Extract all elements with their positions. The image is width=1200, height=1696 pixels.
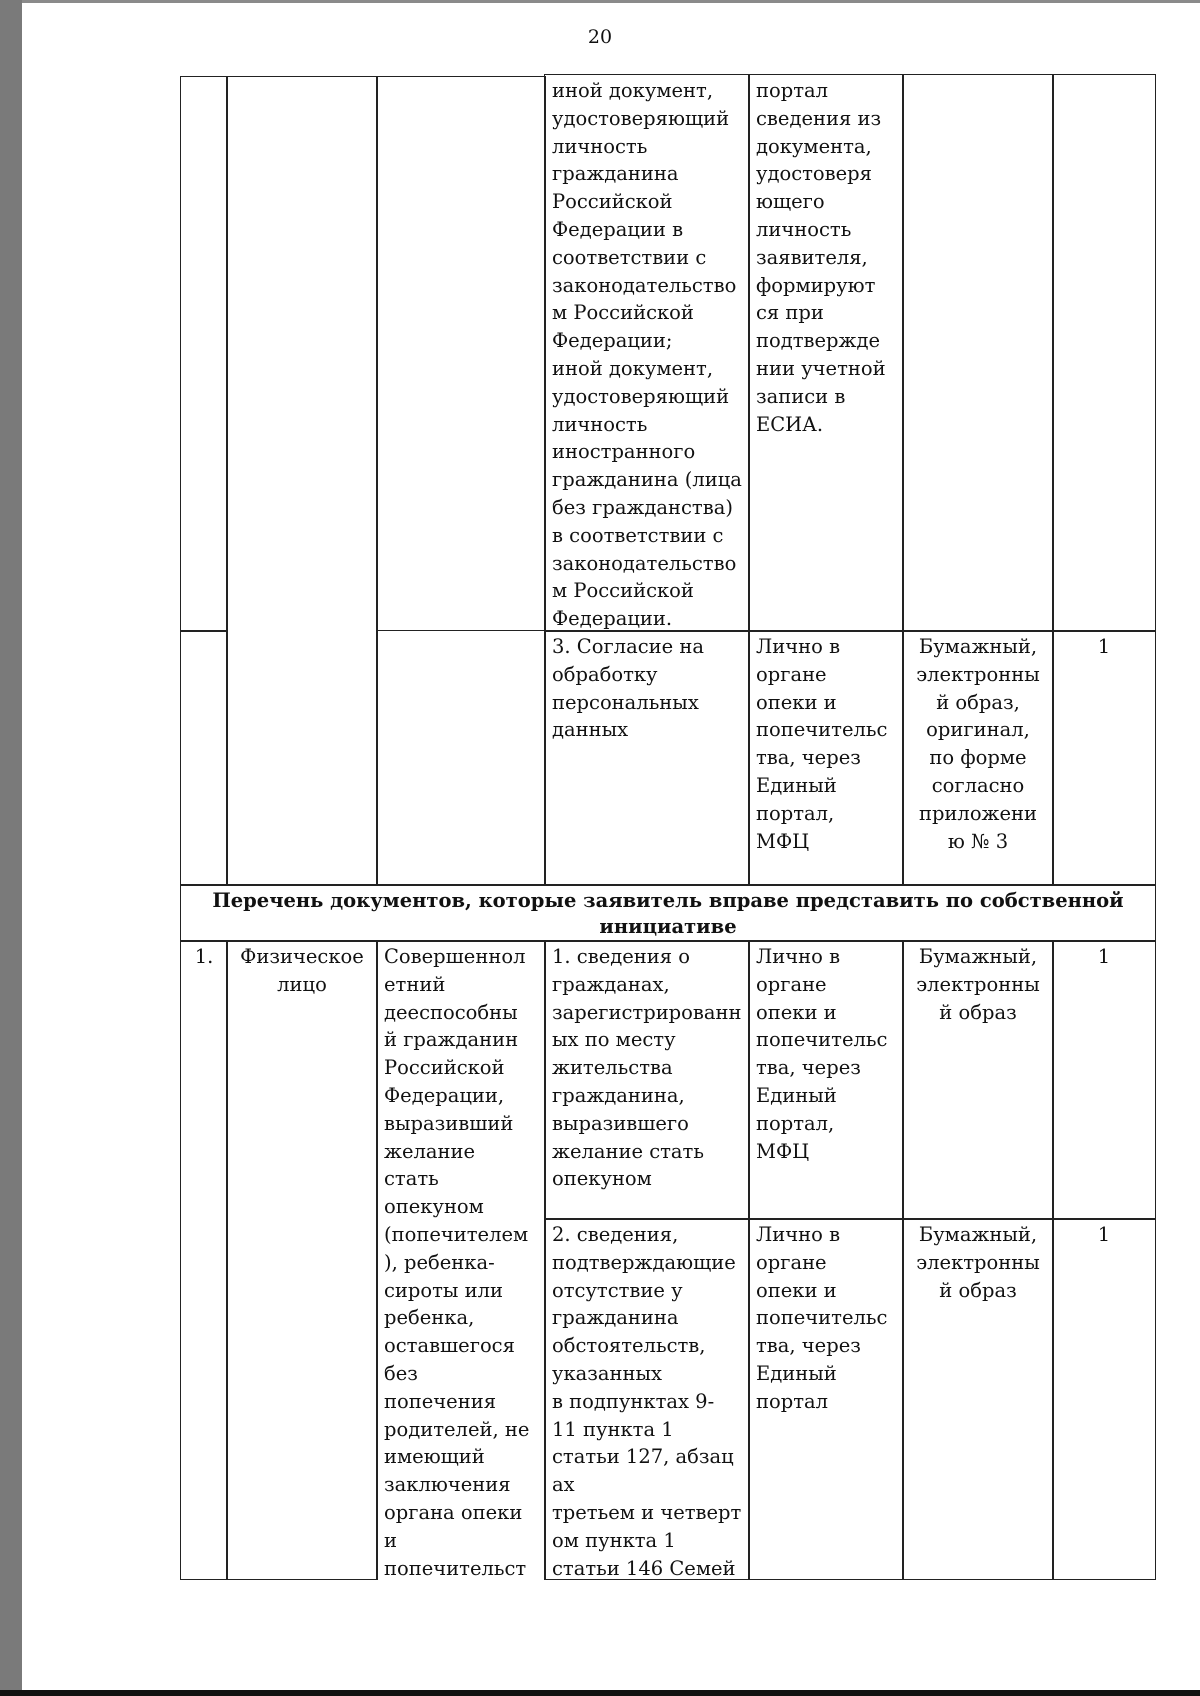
table-cell-count-consent: 1 <box>1052 630 1156 886</box>
table-cell-num-consent <box>180 630 228 886</box>
table-cell-method-2: Лично в органе опеки и попечительс тва, через Единый портал <box>748 1218 904 1580</box>
table-cell-form-2: Бумажный, электронны й образ <box>902 1218 1054 1580</box>
scan-left-margin <box>0 0 22 1696</box>
table-cell-count-continuation <box>1052 74 1156 632</box>
section-header-line-2: инициативе <box>599 915 737 938</box>
table-cell-document-continuation <box>544 74 750 632</box>
section-header-line-1: Перечень документов, которые заявитель вправе представить по собственной <box>212 889 1124 912</box>
table-cell-document-consent: 3. Согласие на обработку персональных данных <box>544 630 750 886</box>
scan-top-edge <box>22 0 1200 3</box>
table-cell-document-1: 1. сведения о гражданах, зарегистрированн ых по месту жительства гражданина, выразившего желание стать опекуном <box>544 940 750 1220</box>
table-cell-applicant-continuation <box>226 76 378 886</box>
table-cell-form-continuation <box>902 74 1054 632</box>
scan-bottom-edge <box>0 1690 1200 1696</box>
table-cell-method-consent: Лично в органе опеки и попечительс тва, через Единый портал, МФЦ <box>748 630 904 886</box>
table-cell-form-1: Бумажный, электронны й образ <box>902 940 1054 1220</box>
table-cell-method-continuation: портал сведения из документа, удостоверя ющего личность заявителя, формируют ся при подтвержде нии учетной записи в ЕСИА. <box>748 74 904 632</box>
page-number: 20 <box>587 26 613 48</box>
table-cell-row-number: 1. <box>180 940 228 1580</box>
table-cell-applicant: Физическое лицо <box>226 940 378 1580</box>
section-header <box>180 884 1156 942</box>
table-cell-document-2: 2. сведения, подтверждающие отсутствие у гражданина обстоятельств, указанных в подпунктах 9- 11 пункта 1 статьи 127, абзац ах третьем и четверт ом пункта 1 статьи 146 Семей <box>544 1218 750 1580</box>
table-cell-category-consent <box>376 630 546 886</box>
table-cell-count-2: 1 <box>1052 1218 1156 1580</box>
table-cell-count-1: 1 <box>1052 940 1156 1220</box>
document-lines: иной документ, удостоверяющий личность гражданина Российской Федерации в соответствии с законодательство м Российской Федерации; иной документ, удостоверяющий личность иностранного гражданина (лица без гражданства) в соответствии с законодательство м Российской Федерации. <box>552 79 742 631</box>
table-cell-method-1: Лично в органе опеки и попечительс тва, через Единый портал, МФЦ <box>748 940 904 1220</box>
table-cell-category: Совершеннол етний дееспособны й гражданин Российской Федерации, выразивший желание стать опекуном (попечителем ), ребенка- сироты или ребенка, оставшегося без попечения родителей, не имеющий заключения органа опеки и попечительст <box>376 940 546 1580</box>
table-cell-num-continuation <box>180 76 228 632</box>
table-cell-form-consent: Бумажный, электронны й образ, оригинал, по форме согласно приложени ю № 3 <box>902 630 1054 886</box>
